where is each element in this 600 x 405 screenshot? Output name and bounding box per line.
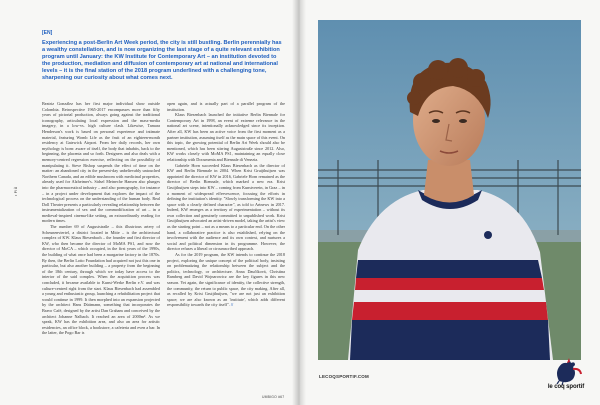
article-column-2 (167, 101, 285, 391)
article-paragraph: Klaus Biesenbach launched the initiative Berlin Biennale for Contemporary Art in 1998, an event of extreme relevance in the national art scene, intentionally acknowledged since its inception. After all, KW has been an active voice from the first moment as a partner institution, assuming itself as the main space of this event. On this topic, the growing potential of Berlin Art Week should also be mentioned, which has been stirring Auguststraße since 2012. Also, KW works closely with MoMA PS1, maintaining an equally close relationship with Documenta and Biennale di Venezia. (167, 112, 285, 162)
language-tag: [EN] (42, 30, 53, 36)
advertisement-photo (318, 20, 581, 360)
left-page (0, 0, 298, 405)
page-folio: UMBIGO #67 (262, 395, 285, 399)
article-paragraph: Gabriele Horn succeeded Klaus Biesenbach as the director of KW and Berlin Biennale in 2004. When Krist Gruijthuijsen was appointed the director of KW in 2016, Gabriele Horn remained as the director of Berlin Biennale, which marked a new era. Krist Gruijthuijsen steps into KW – coming from Kunstverein, in Graz – in a moment of widespread effervescence, focusing the efforts in defining the institution's identity. "Slowly transforming the KW into a space with a clearly defined character", as told to Artnews in 2017. Indeed, KW emerges as a territory of experimentation – without its own collection and genuinely committed to unpublished work. Krist Gruijthuijsen advocated an artist-driven model, taking the artist's view as the starting point – not as a means to a particular end. On the other hand, a collaborative practice is also established, relying on the involvement with the audience and its own context, and nurtures a social and political dimension in its programme. However, the director refuses a liberal or circumscribed approach. (167, 162, 285, 252)
article-lede: Experiencing a post-Berlin Art Week period, the city is still bustling. Berlin perennially has a wealthy constellation, and is now organizing the last stage of a quite relevant exhibition program until January: the KW Institute for Contemporary Art – an institution devoted to the production, mediation and diffusion of contemporary art at national and international levels – it is the final station of the 2018 program underlined with a challenging tone, sharpening our curiosity about what comes next. (42, 40, 282, 81)
end-mark: // (230, 302, 234, 308)
right-page (298, 0, 600, 405)
article-paragraph-text: As for the 2019 program, the KW intends to continue the 2018 project, exploring the unique concept of the political body, insisting on problematizing the relationship between the subject and the politics, technology, or architecture. Anna Daučíková, Christina Ramberg and David Wojnarowicz are the key figures in this new season. Yet again, the significance of identity, the collective strength, the community, the return to public space, the city making. After all, as recalled by Krist Gruijthuijsen, "we are not just an exhibition space; we are also known as an 'institute', which adds different responsibility towards the city itself". (167, 252, 285, 308)
brand-name: le coq sportif (547, 384, 585, 390)
article-paragraph: The number 69 of Auguststraße – this illustrious artery of Scheunenviertel, a district located in Mitte – is the architectural complex of KW. Klaus Biesenbach – the founder and first director of KW, who then became the director of MoMA PS1, and now the director of MoCA – which occupied, in the first years of the 1990s, the building of what once had been a margarine factory in the 1870s. By then, the Berlin Lotto Foundation had acquired not just this one in particular, but also another building – a property from the beginning of the 18th century, through which we today have access to the interior of the said complex. When the acquisition process was concluded, it became available to Kunst-Werke Berlin e.V. and was culture-centred right from the start. Klaus Biesenbach had assembled a young and enthusiastic group, launching a rehabilitation project that would continue in 1999. It then morphed into an expansion projected by the architect Hans Düttmann, something that incorporates the Bravo Café, designed by the artist Dan Graham and conceived by the architect Johanne Nalbach. It reached an area of 2000m². As we speak, KW has the exhibition area, and also an area for artistic residencies, an office block, a bookstore, a cafeteria and even a bar. In the latter, the Pogo Bar is (42, 224, 160, 336)
article-paragraph (167, 252, 285, 308)
brand-website-link[interactable]: LECOQSPORTIF.COM (319, 374, 369, 379)
brand-logo (547, 355, 585, 395)
article-paragraph: open again, and is actually part of a parallel program of the institution. (167, 101, 285, 112)
page-gutter (292, 0, 306, 405)
article-paragraph: Beatriz González has her first major individual show outside Colombia. Retrospective 1965-2017 encompasses more than fifty years of pictorial production, always going against the traditional iconography, articulating local expression and the mass-media imagery, in a low-vs. high culture clash. Likewise, Tamara Henderson's work is based on personal experience and intimate material, featuring Womb Life as the fruit of an eighteen-month residency at Gatewick Airport. From her daily records, her own mythology is born: aware of itself, the body that inhabits, back to the beginning, the placenta and so forth. Designers and also deals with a memory-centred regression exercise, reflecting on the possibility of manipulating it. Steve Bishop suspends the effect of time on the matter: an abandoned city in the present-day unbelievably untouched Northern Canada, and an edible mushroom with medicinal properties, already used for Alzheimer's. Sidsel Meineche Hansen also plunges into the pharmaceutical industry – and also pornography, for instance – in a project under development that explores the impact of the technological process on the understanding of the human body. Real Doll Theater presents a particularly revealing relationship between the instrumentalization of sex and the commodification of art – in a medieval-inspired cinema-like setting, an extraordinarily reading for modern times. (42, 101, 160, 224)
rooster-icon (547, 355, 585, 385)
article-column-1 (42, 101, 160, 391)
portrait-illustration (318, 20, 581, 360)
side-folio: • PIÙ (14, 186, 18, 196)
